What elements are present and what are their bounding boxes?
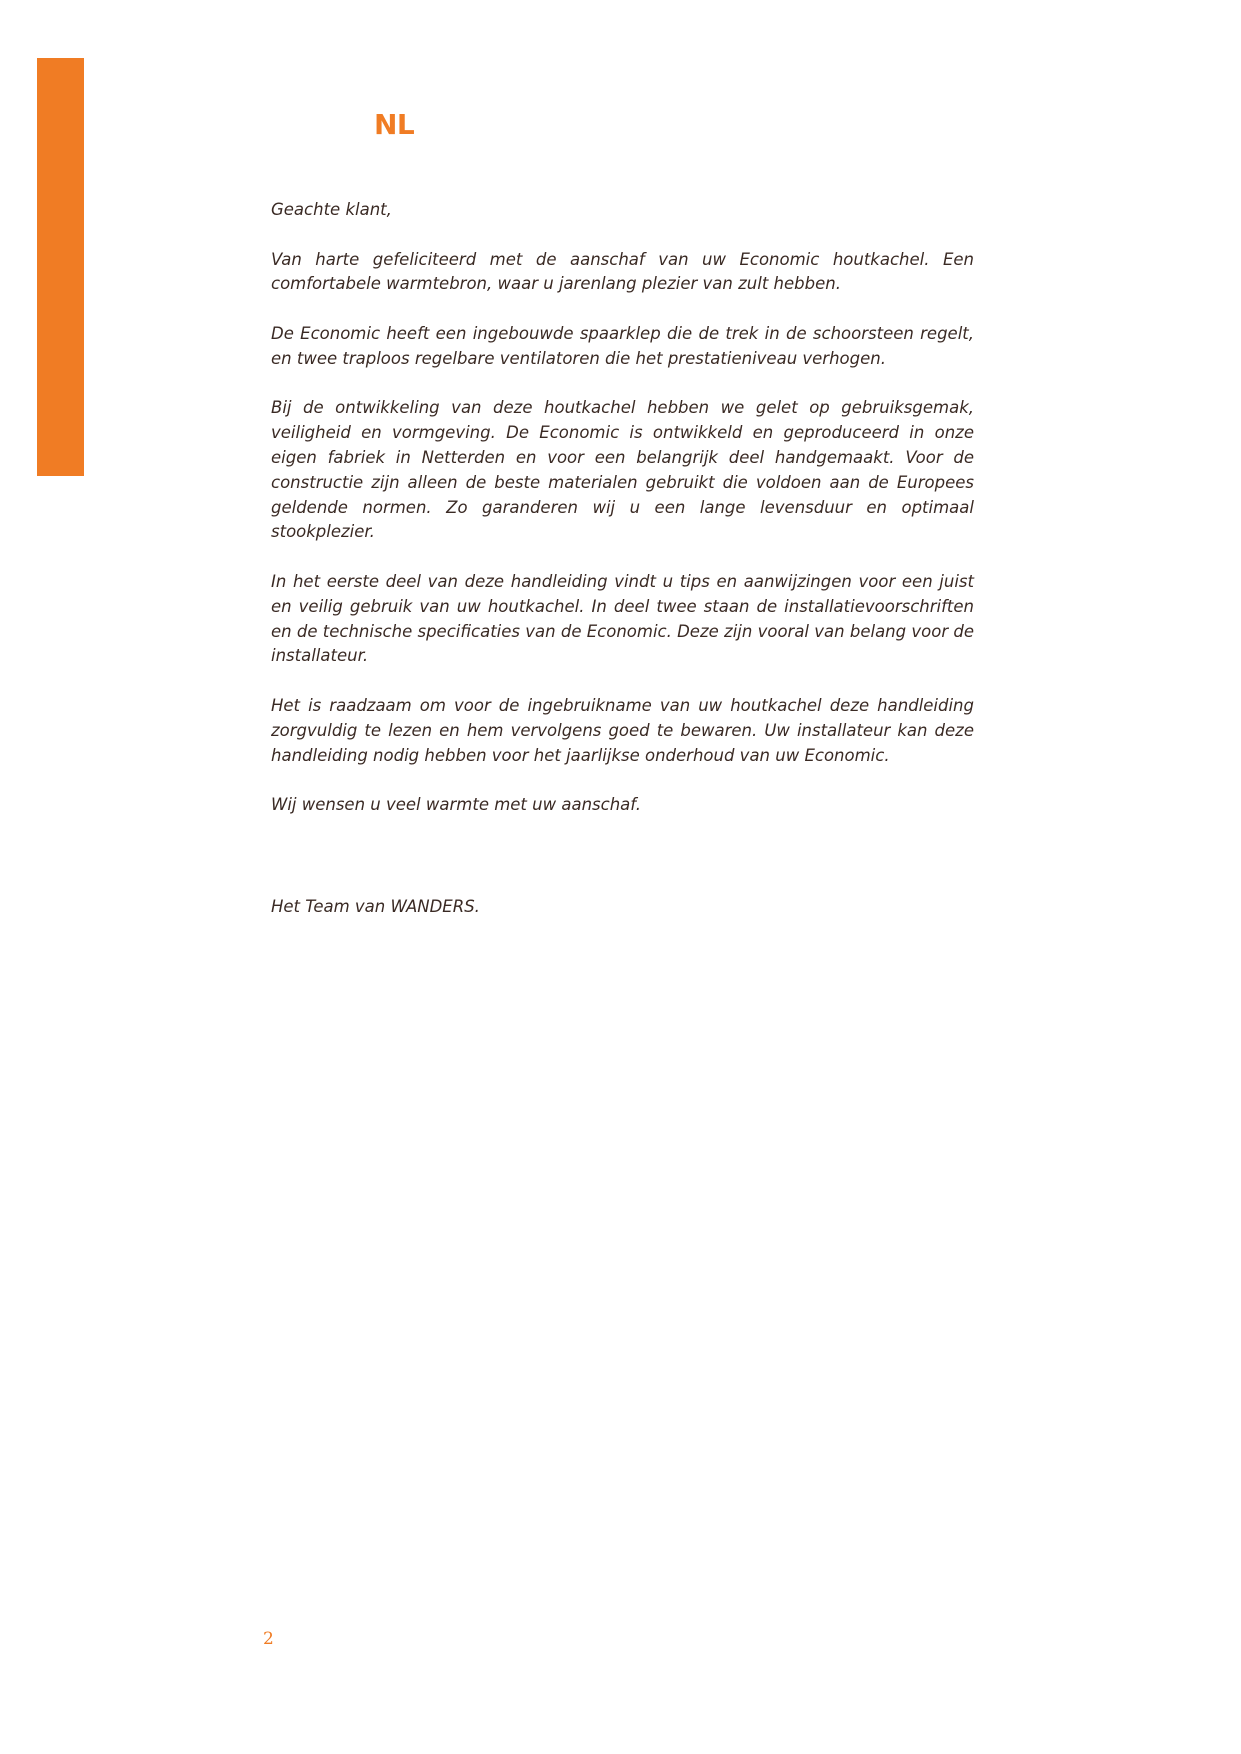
page-number: 2 bbox=[263, 1629, 274, 1649]
paragraph-manual-contents: In het eerste deel van deze handleiding vindt u tips en aanwijzingen voor een juist en veilig gebruik van uw houtkachel. In deel twee staan de installatievoorschriften en de technische specificaties van de Economic. Deze zijn vooral van belang voor de installateur. bbox=[271, 571, 974, 666]
paragraph-features: De Economic heeft een ingebouwde spaarklep die de trek in de schoorsteen regelt, en twee traploos regelbare ventilatoren die het prestatieniveau verhogen. bbox=[271, 323, 974, 368]
paragraph-advice: Het is raadzaam om voor de ingebruikname van uw houtkachel deze handleiding zorgvuldig te lezen en hem vervolgens goed te bewaren. Uw installateur kan deze handleiding nodig hebben voor het jaarlijkse onderhoud van uw Economic. bbox=[271, 695, 974, 765]
language-heading: NL bbox=[374, 108, 415, 141]
letter-body bbox=[271, 198, 974, 843]
signature: Het Team van WANDERS. bbox=[271, 897, 480, 916]
salutation: Geachte klant, bbox=[271, 200, 392, 219]
side-accent-bar bbox=[37, 58, 84, 476]
closing-line: Wij wensen u veel warmte met uw aanschaf. bbox=[271, 795, 642, 815]
paragraph-development: Bij de ontwikkeling van deze houtkachel hebben we gelet op gebruiksgemak, veiligheid en vormgeving. De Economic is ontwikkeld en geproduceerd in onze eigen fabriek in Netterden en voor een belangrijk deel handgemaakt. Voor de constructie zijn alleen de beste materialen gebruikt die voldoen aan de Europees geldende normen. Zo garanderen wij u een lange levensduur en optimaal stookplezier. bbox=[271, 398, 974, 542]
paragraph-congratulations: Van harte gefeliciteerd met de aanschaf van uw Economic houtkachel. Een comfortabele warmtebron, waar u jarenlang plezier van zult hebben. bbox=[271, 249, 974, 294]
